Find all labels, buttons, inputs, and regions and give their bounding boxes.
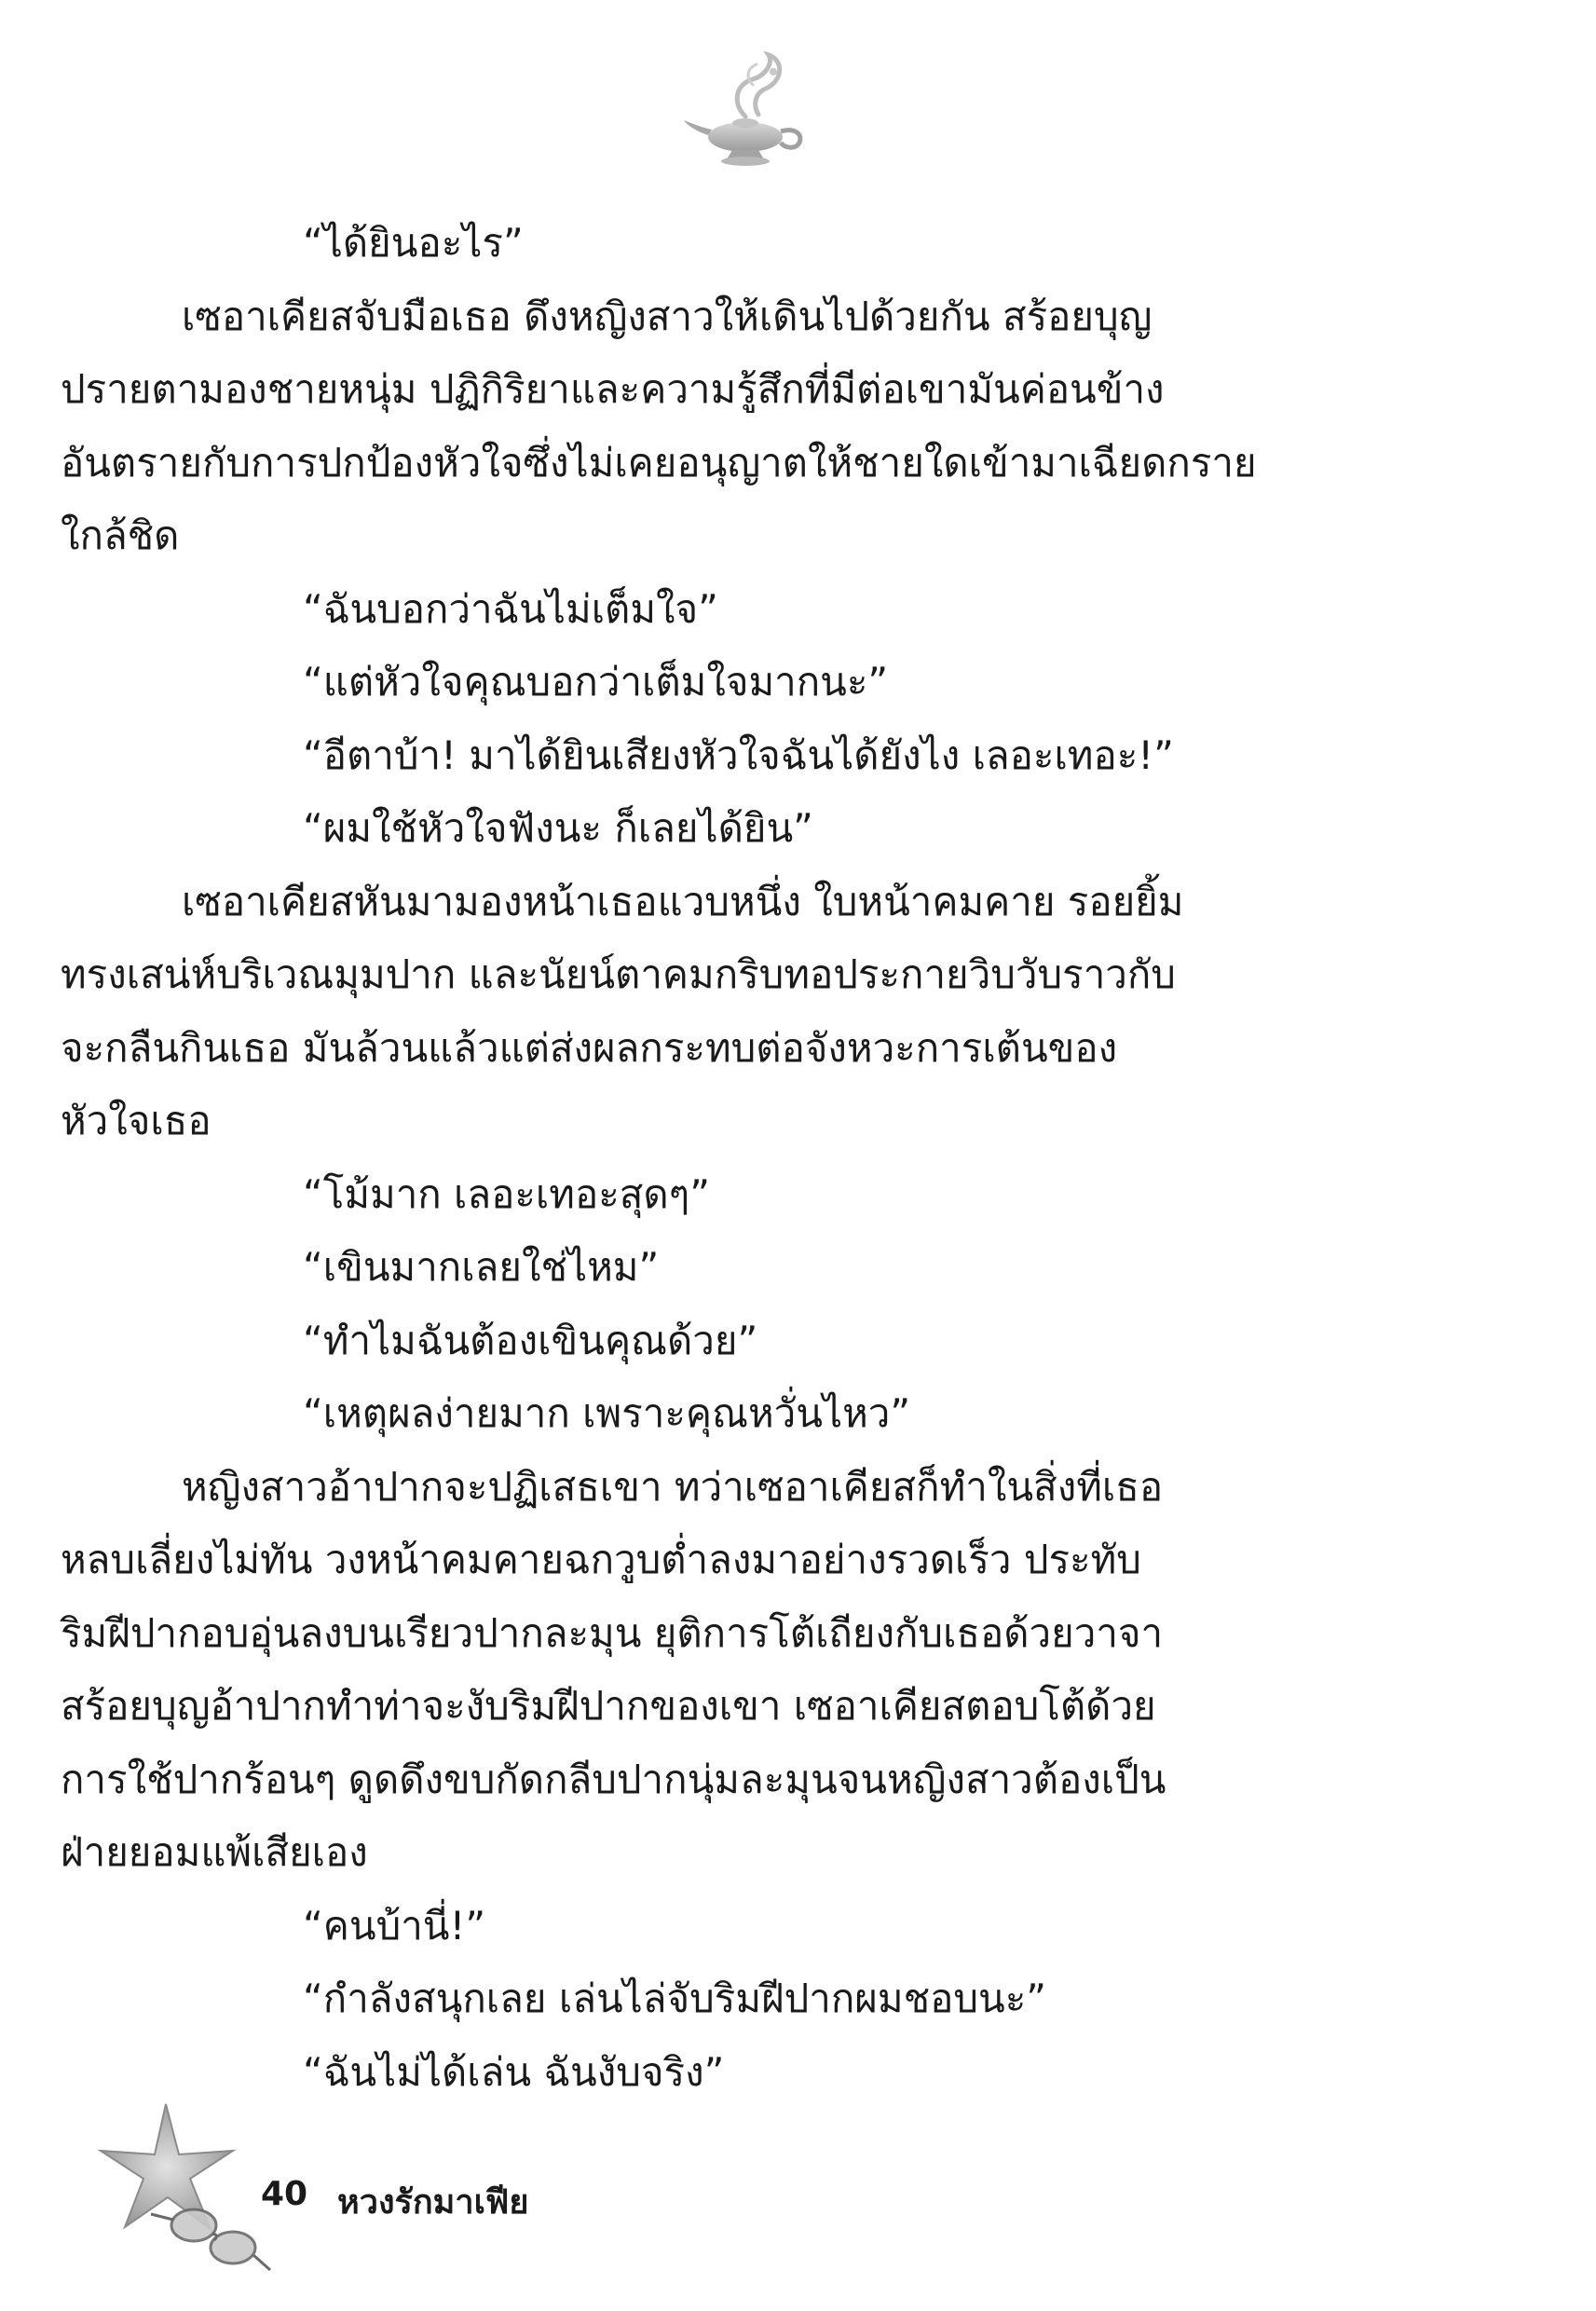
- dialogue-line: “กำลังสนุกเลย เล่นไล่จับริมฝีปากผมชอบนะ”: [303, 1976, 1047, 2021]
- dialogue-line: “คนบ้านี่!”: [303, 1902, 486, 1949]
- dialogue-line: “อีตาบ้า! มาได้ยินเสียงหัวใจฉันได้ยังไง เลอะเทอะ!”: [303, 732, 1174, 778]
- chapter-text: [61, 207, 1328, 2109]
- page-number: 40: [261, 2175, 308, 2213]
- dialogue-line: “ผมใช้หัวใจฟังนะ ก็เลยได้ยิน”: [303, 805, 813, 851]
- narration-line: หลบเลี่ยงไม่ทัน วงหน้าคมคายฉกวูบต่ำลงมาอย่างรวดเร็ว ประทับ: [61, 1537, 1141, 1582]
- dialogue-line: “เหตุผลง่ายมาก เพราะคุณหวั่นไหว”: [303, 1390, 911, 1436]
- dialogue-line: “แต่หัวใจคุณบอกว่าเต็มใจมากนะ”: [303, 659, 889, 704]
- page-footer: [93, 2097, 652, 2283]
- narration-line: ฝ่ายยอมแพ้เสียเอง: [61, 1829, 368, 1875]
- narration-line: เซอาเคียสจับมือเธอ ดึงหญิงสาวให้เดินไปด้วยกัน สร้อยบุญ: [182, 293, 1153, 339]
- dialogue-line: “ฉันบอกว่าฉันไม่เต็มใจ”: [303, 585, 718, 632]
- running-title: หวงรักมาเฟีย: [337, 2183, 529, 2222]
- narration-line: เซอาเคียสหันมามองหน้าเธอแวบหนึ่ง ใบหน้าคมคาย รอยยิ้ม: [182, 878, 1184, 924]
- narration-line: การใช้ปากร้อนๆ ดูดดึงขบกัดกลีบปากนุ่มละมุนจนหญิงสาวต้องเป็น: [61, 1756, 1166, 1802]
- dialogue-line: “ทำไมฉันต้องเขินคุณด้วย”: [303, 1317, 758, 1363]
- dialogue-line: “ได้ยินอะไร”: [303, 220, 524, 266]
- dialogue-line: “โม้มาก เลอะเทอะสุดๆ”: [303, 1170, 710, 1217]
- narration-line: หัวใจเธอ: [61, 1098, 211, 1143]
- dialogue-line: “เขินมากเลยใช่ไหม”: [303, 1244, 660, 1290]
- narration-line: จะกลืนกินเธอ มันล้วนแล้วแต่ส่งผลกระทบต่อจังหวะการเต้นของ: [61, 1024, 1118, 1071]
- narration-line: ทรงเสน่ห์บริเวณมุมปาก และนัยน์ตาคมกริบทอประกายวิบวับราวกับ: [61, 951, 1176, 997]
- starfish-sunglasses-icon: [93, 2097, 280, 2283]
- narration-line: อันตรายกับการปกป้องหัวใจซึ่งไม่เคยอนุญาตให้ชายใดเข้ามาเฉียดกราย: [61, 439, 1257, 485]
- narration-line: หญิงสาวอ้าปากจะปฏิเสธเขา ทว่าเซอาเคียสก็ทำในสิ่งที่เธอ: [182, 1463, 1164, 1510]
- narration-line: ปรายตามองชายหนุ่ม ปฏิกิริยาและความรู้สึกที่มีต่อเขามันค่อนข้าง: [61, 366, 1165, 412]
- narration-line: ริมฝีปากอบอุ่นลงบนเรียวปากละมุน ยุติการโต้เถียงกับเธอด้วยวาจา: [61, 1609, 1164, 1656]
- narration-line: ใกล้ชิด: [61, 513, 180, 558]
- genie-lamp-icon: [680, 51, 820, 172]
- dialogue-line: “ฉันไม่ได้เล่น ฉันงับจริง”: [303, 2048, 725, 2095]
- narration-line: สร้อยบุญอ้าปากทำท่าจะงับริมฝีปากของเขา เซอาเคียสตอบโต้ด้วย: [61, 1683, 1156, 1729]
